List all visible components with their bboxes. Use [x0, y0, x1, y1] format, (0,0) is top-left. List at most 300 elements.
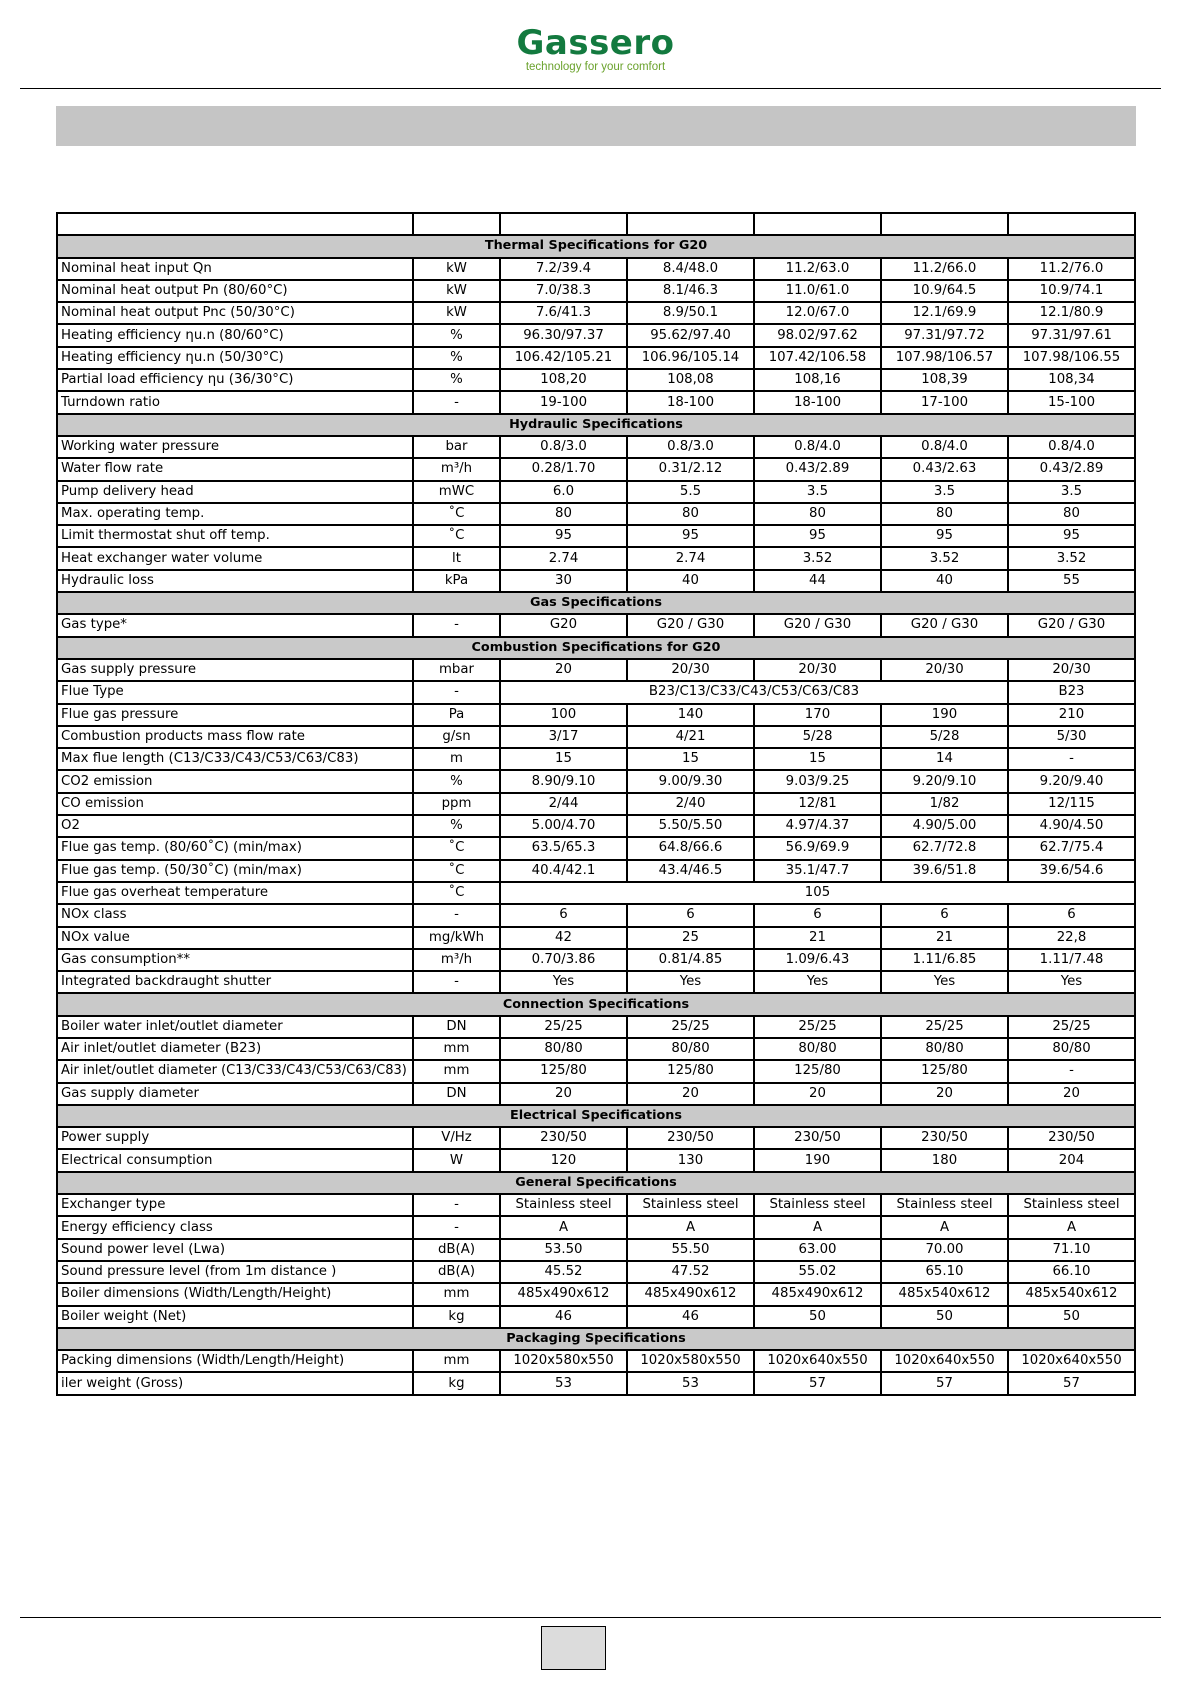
value-cell: 39.6/54.6: [1008, 860, 1135, 882]
row-unit: kW: [413, 302, 500, 324]
header-cell: [627, 213, 754, 235]
value-cell: 12.1/80.9: [1008, 302, 1135, 324]
value-cell: 20/30: [627, 659, 754, 681]
value-cell: 0.8/4.0: [1008, 436, 1135, 458]
specifications-table: [56, 212, 1136, 1396]
brand-logo: [0, 24, 1191, 74]
value-cell: 20: [1008, 1083, 1135, 1105]
value-cell: 190: [754, 1149, 881, 1171]
value-cell: A: [881, 1216, 1008, 1238]
value-cell: 7.2/39.4: [500, 258, 627, 280]
value-cell: 63.5/65.3: [500, 837, 627, 859]
row-label: Sound power level (Lwa): [57, 1239, 413, 1261]
value-cell: Stainless steel: [881, 1194, 1008, 1216]
value-cell: 80: [881, 503, 1008, 525]
value-cell: 2/44: [500, 793, 627, 815]
header-cell: [881, 213, 1008, 235]
value-cell: Stainless steel: [627, 1194, 754, 1216]
value-cell: 3.52: [881, 547, 1008, 569]
value-cell: Yes: [1008, 971, 1135, 993]
table-row: [57, 369, 1135, 391]
value-cell: 70.00: [881, 1239, 1008, 1261]
section-header-row: [57, 637, 1135, 659]
row-unit: kg: [413, 1306, 500, 1328]
value-cell: 20: [627, 1083, 754, 1105]
value-cell: 0.8/4.0: [754, 436, 881, 458]
value-cell: 106.96/105.14: [627, 347, 754, 369]
value-cell: 6: [754, 904, 881, 926]
table-row: [57, 1216, 1135, 1238]
section-title: Hydraulic Specifications: [57, 414, 1135, 436]
row-unit: mg/kWh: [413, 927, 500, 949]
value-cell: 62.7/72.8: [881, 837, 1008, 859]
row-label: Flue gas pressure: [57, 704, 413, 726]
row-unit: m³/h: [413, 458, 500, 480]
value-cell: 55.02: [754, 1261, 881, 1283]
value-cell: 25/25: [754, 1016, 881, 1038]
value-cell: 1020x580x550: [627, 1350, 754, 1372]
row-label: Flue gas temp. (80/60˚C) (min/max): [57, 837, 413, 859]
row-label: Flue gas temp. (50/30˚C) (min/max): [57, 860, 413, 882]
table-row: [57, 503, 1135, 525]
value-cell: 50: [1008, 1306, 1135, 1328]
value-cell: 25/25: [881, 1016, 1008, 1038]
value-cell: 95: [627, 525, 754, 547]
merged-value-cell: 105: [500, 882, 1135, 904]
row-label: Boiler weight (Net): [57, 1306, 413, 1328]
brand-name: Gassero: [516, 23, 675, 63]
value-cell: 20/30: [754, 659, 881, 681]
row-label: Max flue length (C13/C33/C43/C53/C63/C83): [57, 748, 413, 770]
value-cell: 20: [500, 1083, 627, 1105]
row-unit: kW: [413, 258, 500, 280]
value-cell: 1020x640x550: [1008, 1350, 1135, 1372]
section-title: Thermal Specifications for G20: [57, 235, 1135, 257]
value-cell: 0.28/1.70: [500, 458, 627, 480]
brand-tagline: technology for your comfort: [525, 61, 666, 73]
value-cell: 53: [627, 1372, 754, 1394]
table-row: [57, 1372, 1135, 1394]
row-unit: dB(A): [413, 1239, 500, 1261]
row-label: Flue gas overheat temperature: [57, 882, 413, 904]
value-cell: 9.03/9.25: [754, 770, 881, 792]
value-cell: 6: [1008, 904, 1135, 926]
table-row: [57, 547, 1135, 569]
table-row: [57, 302, 1135, 324]
value-cell: 57: [881, 1372, 1008, 1394]
value-cell: Yes: [881, 971, 1008, 993]
table-row: [57, 1060, 1135, 1082]
row-unit: V/Hz: [413, 1127, 500, 1149]
section-title: Connection Specifications: [57, 993, 1135, 1015]
value-cell: 20/30: [881, 659, 1008, 681]
value-cell: 5.50/5.50: [627, 815, 754, 837]
value-cell: 108,08: [627, 369, 754, 391]
value-cell: 65.10: [881, 1261, 1008, 1283]
value-cell: 1.11/6.85: [881, 949, 1008, 971]
value-cell: 6: [500, 904, 627, 926]
table-row: [57, 1038, 1135, 1060]
value-cell: 96.30/97.37: [500, 324, 627, 346]
value-cell: 12/81: [754, 793, 881, 815]
value-cell: 485x490x612: [500, 1283, 627, 1305]
value-cell: 62.7/75.4: [1008, 837, 1135, 859]
value-cell: 9.20/9.40: [1008, 770, 1135, 792]
value-cell: 140: [627, 704, 754, 726]
value-cell: A: [627, 1216, 754, 1238]
section-title: Combustion Specifications for G20: [57, 637, 1135, 659]
row-unit: mm: [413, 1350, 500, 1372]
value-cell: 15: [500, 748, 627, 770]
value-cell: 6: [627, 904, 754, 926]
value-cell: 20: [500, 659, 627, 681]
value-cell: 95: [754, 525, 881, 547]
value-cell: 71.10: [1008, 1239, 1135, 1261]
value-cell: A: [754, 1216, 881, 1238]
table-row: [57, 258, 1135, 280]
value-cell: 10.9/74.1: [1008, 280, 1135, 302]
row-label: Heating efficiency ηu.n (50/30°C): [57, 347, 413, 369]
value-cell: 21: [754, 927, 881, 949]
merged-value-cell: B23/C13/C33/C43/C53/C63/C83: [500, 681, 1008, 703]
value-cell: Yes: [500, 971, 627, 993]
value-cell: 80/80: [500, 1038, 627, 1060]
value-cell: 125/80: [500, 1060, 627, 1082]
value-cell: 0.43/2.89: [754, 458, 881, 480]
row-label: Integrated backdraught shutter: [57, 971, 413, 993]
value-cell: 18-100: [754, 391, 881, 413]
row-label: Sound pressure level (from 1m distance ): [57, 1261, 413, 1283]
value-cell: 485x490x612: [627, 1283, 754, 1305]
row-unit: dB(A): [413, 1261, 500, 1283]
row-unit: kg: [413, 1372, 500, 1394]
value-cell: 8.1/46.3: [627, 280, 754, 302]
value-cell: G20 / G30: [1008, 614, 1135, 636]
value-cell: 2.74: [627, 547, 754, 569]
value-cell: 125/80: [881, 1060, 1008, 1082]
row-label: iler weight (Gross): [57, 1372, 413, 1394]
row-label: CO2 emission: [57, 770, 413, 792]
row-unit: -: [413, 1194, 500, 1216]
section-header-row: [57, 993, 1135, 1015]
row-label: NOx value: [57, 927, 413, 949]
value-cell: 39.6/51.8: [881, 860, 1008, 882]
value-cell: 0.31/2.12: [627, 458, 754, 480]
row-label: Nominal heat input Qn: [57, 258, 413, 280]
table-row: [57, 1306, 1135, 1328]
value-cell: 8.4/48.0: [627, 258, 754, 280]
value-cell: 6.0: [500, 481, 627, 503]
row-label: Pump delivery head: [57, 481, 413, 503]
row-unit: DN: [413, 1083, 500, 1105]
value-cell: 97.31/97.61: [1008, 324, 1135, 346]
value-cell: 3.5: [881, 481, 1008, 503]
value-cell: 8.9/50.1: [627, 302, 754, 324]
value-cell: 42: [500, 927, 627, 949]
header-cell: [1008, 213, 1135, 235]
value-cell: 7.6/41.3: [500, 302, 627, 324]
table-row: [57, 436, 1135, 458]
row-unit: mWC: [413, 481, 500, 503]
row-unit: ˚C: [413, 503, 500, 525]
value-cell: 485x490x612: [754, 1283, 881, 1305]
value-cell: 170: [754, 704, 881, 726]
value-cell: 230/50: [1008, 1127, 1135, 1149]
row-unit: g/sn: [413, 726, 500, 748]
value-cell: 108,16: [754, 369, 881, 391]
table-row: [57, 347, 1135, 369]
value-cell: 4.90/4.50: [1008, 815, 1135, 837]
value-cell: 21: [881, 927, 1008, 949]
value-cell: 0.70/3.86: [500, 949, 627, 971]
value-cell: 53.50: [500, 1239, 627, 1261]
value-cell: 56.9/69.9: [754, 837, 881, 859]
value-cell: 30: [500, 570, 627, 592]
table-row: [57, 1194, 1135, 1216]
value-cell: 44: [754, 570, 881, 592]
section-header-row: [57, 1328, 1135, 1350]
row-unit: W: [413, 1149, 500, 1171]
row-label: Combustion products mass flow rate: [57, 726, 413, 748]
value-cell: 120: [500, 1149, 627, 1171]
value-cell: 47.52: [627, 1261, 754, 1283]
row-label: Power supply: [57, 1127, 413, 1149]
value-cell: Stainless steel: [1008, 1194, 1135, 1216]
row-unit: %: [413, 347, 500, 369]
row-unit: ˚C: [413, 525, 500, 547]
value-cell: 107.42/106.58: [754, 347, 881, 369]
value-cell: 43.4/46.5: [627, 860, 754, 882]
row-unit: -: [413, 391, 500, 413]
row-unit: -: [413, 681, 500, 703]
row-label: Boiler water inlet/outlet diameter: [57, 1016, 413, 1038]
value-cell: 55.50: [627, 1239, 754, 1261]
value-cell: 17-100: [881, 391, 1008, 413]
value-cell: 3.52: [754, 547, 881, 569]
value-cell: 1020x640x550: [754, 1350, 881, 1372]
value-cell: 3.5: [754, 481, 881, 503]
row-unit: mm: [413, 1283, 500, 1305]
table-row: [57, 1239, 1135, 1261]
value-cell: 40.4/42.1: [500, 860, 627, 882]
header-divider: [20, 88, 1161, 89]
table-row: [57, 704, 1135, 726]
value-cell: 204: [1008, 1149, 1135, 1171]
row-unit: -: [413, 904, 500, 926]
value-cell: 10.9/64.5: [881, 280, 1008, 302]
value-cell: G20 / G30: [754, 614, 881, 636]
value-cell: 7.0/38.3: [500, 280, 627, 302]
header-cell: [413, 213, 500, 235]
value-cell: 95.62/97.40: [627, 324, 754, 346]
row-label: Partial load efficiency ηu (36/30°C): [57, 369, 413, 391]
value-cell: 11.2/76.0: [1008, 258, 1135, 280]
value-cell: 25/25: [627, 1016, 754, 1038]
value-cell: 3.5: [1008, 481, 1135, 503]
page-number-box: [541, 1626, 606, 1670]
value-cell: 35.1/47.7: [754, 860, 881, 882]
section-header-row: [57, 1105, 1135, 1127]
value-cell: 63.00: [754, 1239, 881, 1261]
value-cell: 0.8/3.0: [627, 436, 754, 458]
value-cell: 80: [627, 503, 754, 525]
row-label: Heat exchanger water volume: [57, 547, 413, 569]
value-cell: 57: [1008, 1372, 1135, 1394]
value-cell: 15-100: [1008, 391, 1135, 413]
value-cell: Yes: [754, 971, 881, 993]
row-label: Heating efficiency ηu.n (80/60°C): [57, 324, 413, 346]
row-unit: m³/h: [413, 949, 500, 971]
value-cell: -: [1008, 1060, 1135, 1082]
value-cell: 40: [881, 570, 1008, 592]
table-row: [57, 391, 1135, 413]
table-row: [57, 481, 1135, 503]
value-cell: 80/80: [1008, 1038, 1135, 1060]
value-cell: 80: [754, 503, 881, 525]
value-cell: 80/80: [754, 1038, 881, 1060]
table-row: [57, 1283, 1135, 1305]
value-cell: 1/82: [881, 793, 1008, 815]
table-row: [57, 904, 1135, 926]
row-label: Working water pressure: [57, 436, 413, 458]
table-row: [57, 525, 1135, 547]
value-cell: 107.98/106.55: [1008, 347, 1135, 369]
table-row: [57, 1350, 1135, 1372]
table-row: [57, 949, 1135, 971]
row-unit: kPa: [413, 570, 500, 592]
value-cell: 20: [754, 1083, 881, 1105]
row-label: Electrical consumption: [57, 1149, 413, 1171]
value-cell: 46: [627, 1306, 754, 1328]
value-cell: 5/28: [881, 726, 1008, 748]
value-cell: 25/25: [1008, 1016, 1135, 1038]
value-cell: 0.81/4.85: [627, 949, 754, 971]
value-cell: 46: [500, 1306, 627, 1328]
value-cell: 8.90/9.10: [500, 770, 627, 792]
row-unit: %: [413, 369, 500, 391]
value-cell: 20/30: [1008, 659, 1135, 681]
row-label: Air inlet/outlet diameter (B23): [57, 1038, 413, 1060]
value-cell: 108,39: [881, 369, 1008, 391]
value-cell: 40: [627, 570, 754, 592]
value-cell: 108,34: [1008, 369, 1135, 391]
row-unit: lt: [413, 547, 500, 569]
row-label: Gas consumption**: [57, 949, 413, 971]
value-cell: 80/80: [627, 1038, 754, 1060]
section-title: Electrical Specifications: [57, 1105, 1135, 1127]
table-row: [57, 837, 1135, 859]
row-label: Exchanger type: [57, 1194, 413, 1216]
row-label: Nominal heat output Pn (80/60°C): [57, 280, 413, 302]
row-unit: %: [413, 324, 500, 346]
value-cell: 190: [881, 704, 1008, 726]
row-label: Gas type*: [57, 614, 413, 636]
value-cell: 80: [500, 503, 627, 525]
row-unit: mm: [413, 1060, 500, 1082]
table-row: [57, 882, 1135, 904]
value-cell: 108,20: [500, 369, 627, 391]
row-label: NOx class: [57, 904, 413, 926]
row-label: Air inlet/outlet diameter (C13/C33/C43/C53/C63/C83): [57, 1060, 413, 1082]
value-cell: 4.97/4.37: [754, 815, 881, 837]
section-header-row: [57, 1172, 1135, 1194]
value-cell: 25: [627, 927, 754, 949]
value-cell: 45.52: [500, 1261, 627, 1283]
value-cell: 95: [881, 525, 1008, 547]
value-cell: 25/25: [500, 1016, 627, 1038]
row-label: O2: [57, 815, 413, 837]
row-label: Energy efficiency class: [57, 1216, 413, 1238]
value-cell: A: [1008, 1216, 1135, 1238]
row-label: Turndown ratio: [57, 391, 413, 413]
value-cell: Stainless steel: [500, 1194, 627, 1216]
header-cell: [57, 213, 413, 235]
row-unit: -: [413, 1216, 500, 1238]
value-cell: 4/21: [627, 726, 754, 748]
table-row: [57, 726, 1135, 748]
value-cell: 1.09/6.43: [754, 949, 881, 971]
table-row: [57, 1016, 1135, 1038]
row-unit: -: [413, 614, 500, 636]
table-row: [57, 860, 1135, 882]
header-cell: [500, 213, 627, 235]
value-cell: 55: [1008, 570, 1135, 592]
value-cell: B23: [1008, 681, 1135, 703]
value-cell: 66.10: [1008, 1261, 1135, 1283]
value-cell: 0.43/2.63: [881, 458, 1008, 480]
row-unit: DN: [413, 1016, 500, 1038]
value-cell: 97.31/97.72: [881, 324, 1008, 346]
footer-divider: [20, 1617, 1161, 1618]
value-cell: 19-100: [500, 391, 627, 413]
header-cell: [754, 213, 881, 235]
row-unit: mm: [413, 1038, 500, 1060]
row-unit: ˚C: [413, 837, 500, 859]
value-cell: 230/50: [881, 1127, 1008, 1149]
value-cell: -: [1008, 748, 1135, 770]
value-cell: 11.0/61.0: [754, 280, 881, 302]
value-cell: 230/50: [754, 1127, 881, 1149]
value-cell: 3/17: [500, 726, 627, 748]
table-row: [57, 614, 1135, 636]
value-cell: 5.00/4.70: [500, 815, 627, 837]
value-cell: 15: [754, 748, 881, 770]
table-row: [57, 458, 1135, 480]
row-label: Max. operating temp.: [57, 503, 413, 525]
table-row: [57, 1149, 1135, 1171]
section-title: Packaging Specifications: [57, 1328, 1135, 1350]
row-label: Nominal heat output Pnc (50/30°C): [57, 302, 413, 324]
value-cell: 12.0/67.0: [754, 302, 881, 324]
value-cell: 20: [881, 1083, 1008, 1105]
table-row: [57, 1261, 1135, 1283]
header-row: [57, 213, 1135, 235]
value-cell: 125/80: [627, 1060, 754, 1082]
value-cell: 230/50: [627, 1127, 754, 1149]
value-cell: G20 / G30: [627, 614, 754, 636]
row-label: Packing dimensions (Width/Length/Height): [57, 1350, 413, 1372]
value-cell: 80/80: [881, 1038, 1008, 1060]
value-cell: 0.8/3.0: [500, 436, 627, 458]
row-unit: kW: [413, 280, 500, 302]
table-row: [57, 570, 1135, 592]
section-header-row: [57, 235, 1135, 257]
value-cell: 2.74: [500, 547, 627, 569]
value-cell: 57: [754, 1372, 881, 1394]
value-cell: 125/80: [754, 1060, 881, 1082]
value-cell: 9.00/9.30: [627, 770, 754, 792]
value-cell: 0.43/2.89: [1008, 458, 1135, 480]
